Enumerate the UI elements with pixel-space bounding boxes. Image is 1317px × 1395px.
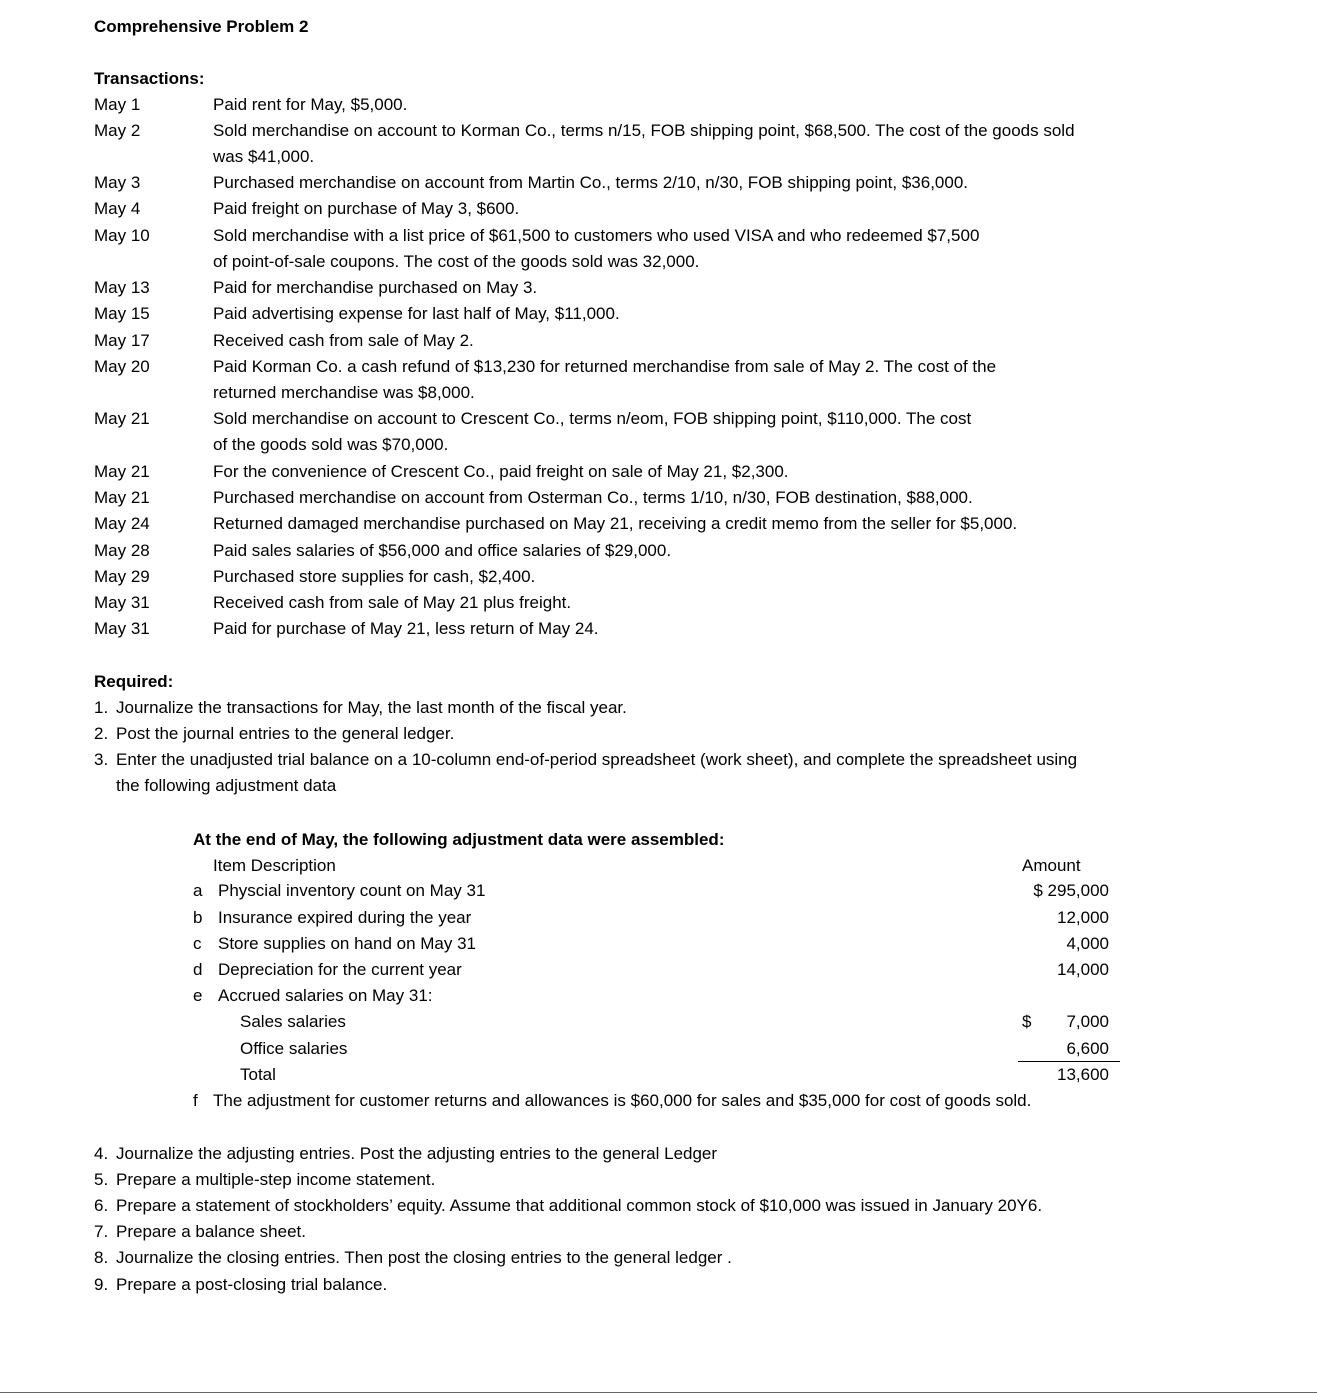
transaction-text: Received cash from sale of May 21 plus freight. (213, 593, 572, 612)
step-number: 5. (94, 1170, 109, 1189)
transaction-text: Purchased merchandise on account from Osterman Co., terms 1/10, n/30, FOB destination, $88,000. (213, 488, 973, 507)
total-amount: 13,600 (1057, 1065, 1109, 1084)
later-step (94, 1272, 387, 1298)
step-text: Prepare a balance sheet. (116, 1222, 306, 1241)
later-step (94, 1167, 435, 1193)
transaction-date: May 31 (94, 619, 150, 638)
step-text: Prepare a multiple-step income statement. (116, 1170, 436, 1189)
transaction-text: Paid for purchase of May 21, less return of May 24. (213, 619, 599, 638)
transaction-text: Returned damaged merchandise purchased on May 21, receiving a credit memo from the seller for $5,000. (213, 514, 1018, 533)
adjustment-letter: a (193, 881, 203, 900)
adjustment-row (193, 957, 1123, 983)
office-salaries-amount: 6,600 (1066, 1039, 1109, 1058)
adjustment-letter: f (193, 1091, 198, 1110)
adjustment-letter: c (193, 934, 202, 953)
item-description-header: Item Description (213, 856, 336, 875)
required-step (94, 721, 454, 747)
step-number: 4. (94, 1144, 109, 1163)
adjustment-heading: At the end of May, the following adjustment data were assembled: (193, 830, 725, 849)
adjustment-row (193, 905, 1123, 931)
adjustment-text: Depreciation for the current year (218, 960, 462, 979)
step-number: 2. (94, 724, 109, 743)
office-salaries-label: Office salaries (240, 1039, 348, 1058)
transaction-text: Paid advertising expense for last half of May, $11,000. (213, 304, 620, 323)
amount-header: Amount (1022, 856, 1081, 875)
transaction-text: Paid sales salaries of $56,000 and office salaries of $29,000. (213, 541, 672, 560)
adjustment-text: Physcial inventory count on May 31 (218, 881, 486, 900)
transaction-text: Purchased merchandise on account from Martin Co., terms 2/10, n/30, FOB shipping point, $36,000. (213, 173, 969, 192)
adjustment-row (193, 983, 1123, 1009)
page-bottom-divider (0, 1392, 1317, 1393)
step-text: Journalize the closing entries. Then post the closing entries to the general ledger . (116, 1248, 732, 1267)
adjustment-row (193, 878, 1123, 904)
step-number: 1. (94, 698, 109, 717)
transaction-date: May 20 (94, 357, 150, 376)
transaction-date: May 28 (94, 541, 150, 560)
transaction-date: May 21 (94, 488, 150, 507)
transaction-text: Paid Korman Co. a cash refund of $13,230 for returned merchandise from sale of May 2. The cost of the returned merchandise was $8,000. (213, 357, 997, 402)
adjustment-letter: d (193, 960, 203, 979)
transaction-date: May 24 (94, 514, 150, 533)
adjustment-letter: b (193, 908, 203, 927)
sales-salaries-amount: 7,000 (1066, 1012, 1109, 1031)
page-title: Comprehensive Problem 2 (94, 17, 309, 36)
transaction-date: May 29 (94, 567, 150, 586)
step-text: Enter the unadjusted trial balance on a 10-column end-of-period spreadsheet (work sheet), and complete the spreadsheet using (116, 750, 1078, 769)
transaction-text: Paid rent for May, $5,000. (213, 95, 408, 114)
transaction-text: Sold merchandise on account to Crescent Co., terms n/eom, FOB shipping point, $110,000. The cost of the goods sold was $70,000. (213, 409, 972, 454)
required-heading: Required: (94, 672, 174, 691)
transaction-date: May 13 (94, 278, 150, 297)
transaction-text: Sold merchandise on account to Korman Co., terms n/15, FOB shipping point, $68,500. The cost of the goods sold was $41,000. (213, 121, 1075, 166)
transaction-date: May 2 (94, 121, 141, 140)
adjustment-amount: $ 295,000 (1033, 881, 1109, 900)
transaction-text: Purchased store supplies for cash, $2,400. (213, 567, 536, 586)
step-number: 6. (94, 1196, 109, 1215)
transaction-text: Paid for merchandise purchased on May 3. (213, 278, 538, 297)
required-step (94, 695, 627, 721)
transaction-date: May 31 (94, 593, 150, 612)
adjustment-amount: 12,000 (1057, 908, 1109, 927)
required-step (94, 747, 1078, 795)
transaction-date: May 4 (94, 199, 141, 218)
step-number: 9. (94, 1275, 109, 1294)
step-text: Journalize the adjusting entries. Post the adjusting entries to the general Ledger (116, 1144, 718, 1163)
adjustment-amount: 4,000 (1066, 934, 1109, 953)
transaction-text: Sold merchandise with a list price of $61,500 to customers who used VISA and who redeemed $7,500 of point-of-sale coupons. The cost of the goods sold was 32,000. (213, 226, 980, 271)
step-text: Post the journal entries to the general ledger. (116, 724, 455, 743)
transaction-date: May 10 (94, 226, 150, 245)
step-text: Journalize the transactions for May, the last month of the fiscal year. (116, 698, 627, 717)
transaction-date: May 21 (94, 462, 150, 481)
sales-salaries-label: Sales salaries (240, 1012, 346, 1031)
transaction-date: May 3 (94, 173, 141, 192)
transaction-date: May 15 (94, 304, 150, 323)
step-number: 8. (94, 1248, 109, 1267)
later-step (94, 1141, 717, 1167)
dollar-sign: $ (1022, 1012, 1032, 1031)
later-step (94, 1245, 732, 1271)
adjustment-row-f (193, 1088, 1123, 1114)
step-number: 7. (94, 1222, 109, 1241)
transaction-date: May 1 (94, 95, 141, 114)
later-step (94, 1219, 306, 1245)
total-label: Total (240, 1065, 276, 1084)
transaction-date: May 21 (94, 409, 150, 428)
later-step (94, 1193, 1042, 1219)
transaction-date: May 17 (94, 331, 150, 350)
step-text: Prepare a post-closing trial balance. (116, 1275, 388, 1294)
adjustment-text: Insurance expired during the year (218, 908, 472, 927)
transaction-text: For the convenience of Crescent Co., paid freight on sale of May 21, $2,300. (213, 462, 789, 481)
step-text-continued: the following adjustment data (116, 776, 337, 795)
step-text: Prepare a statement of stockholders’ equity. Assume that additional common stock of $10,000 was issued in January 20Y6. (116, 1196, 1043, 1215)
transaction-text: Paid freight on purchase of May 3, $600. (213, 199, 520, 218)
adjustment-amount: 14,000 (1057, 960, 1109, 979)
adjustment-row (193, 931, 1123, 957)
adjustment-text: The adjustment for customer returns and allowances is $60,000 for sales and $35,000 for cost of goods sold. (213, 1091, 1032, 1110)
transaction-text: Received cash from sale of May 2. (213, 331, 474, 350)
transactions-heading: Transactions: (94, 69, 205, 88)
step-number: 3. (94, 750, 109, 769)
adjustment-text: Accrued salaries on May 31: (218, 986, 433, 1005)
adjustment-text: Store supplies on hand on May 31 (218, 934, 477, 953)
adjustment-letter: e (193, 986, 203, 1005)
